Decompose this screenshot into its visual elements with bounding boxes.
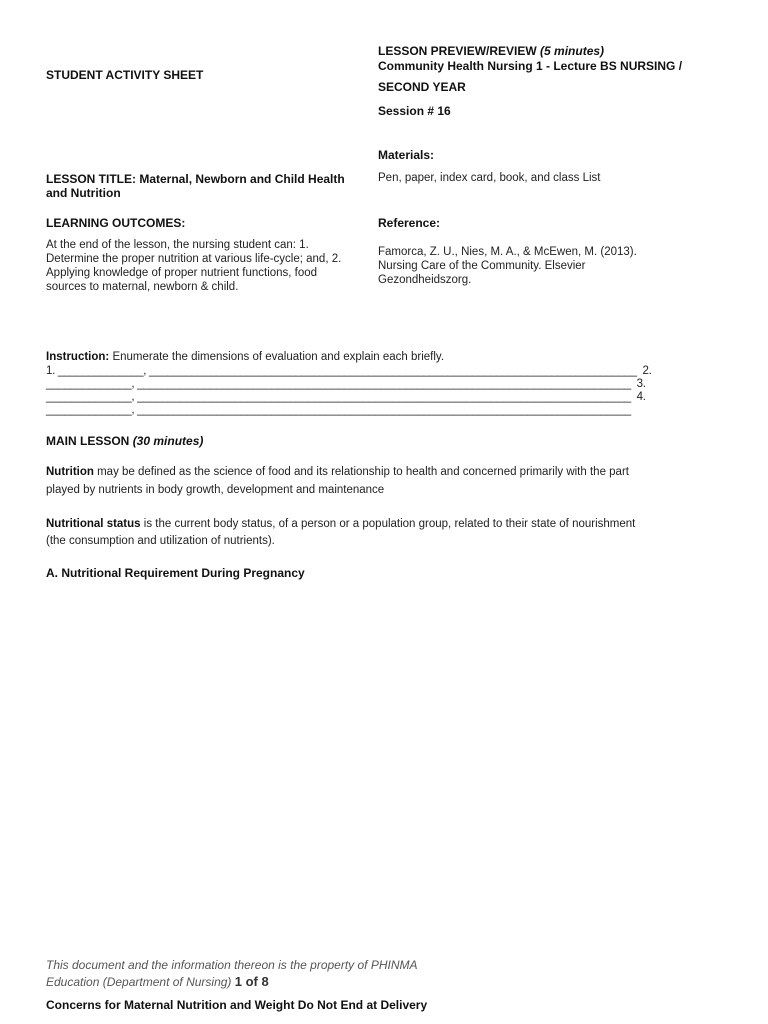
section-a-heading: A. Nutritional Requirement During Pregnancy	[46, 566, 305, 580]
outcomes-line: Applying knowledge of proper nutrient functions, food	[46, 267, 318, 279]
reference-label: Reference:	[378, 216, 441, 230]
reference-line: Famorca, Z. U., Nies, M. A., & McEwen, M. (2013).	[378, 246, 637, 258]
outcomes-line: Determine the proper nutrition at various life-cycle; and, 2.	[46, 253, 342, 265]
status-paragraph	[46, 516, 746, 550]
property-line1: This document and the information thereon is the property of PHINMA	[46, 958, 418, 972]
main-lesson-time: (30 minutes)	[132, 434, 204, 448]
main-lesson-heading	[46, 434, 203, 448]
page-number: 1 of 8	[234, 974, 269, 989]
outcomes-line: sources to maternal, newborn & child.	[46, 281, 239, 293]
answer-line[interactable]: ______________, _________________________________________________________________________________	[46, 404, 631, 416]
preview-label: LESSON PREVIEW/REVIEW	[378, 44, 537, 58]
materials-label: Materials:	[378, 148, 435, 162]
session-number: Session # 16	[378, 104, 451, 118]
instruction	[46, 350, 444, 364]
instruction-text: Enumerate the dimensions of evaluation and explain each briefly.	[112, 351, 445, 363]
lesson-title-line2: and Nutrition	[46, 186, 121, 200]
course-line: Community Health Nursing 1 - Lecture BS NURSING /	[378, 59, 683, 73]
status-definition-cont: (the consumption and utilization of nutrients).	[46, 535, 275, 547]
nutrition-definition: may be defined as the science of food and its relationship to health and concerned primarily with the part	[93, 466, 629, 478]
lesson-title-text: Maternal, Newborn and Child Health	[139, 172, 345, 186]
answer-line[interactable]: ______________, _________________________________________________________________________________ 3.	[46, 378, 646, 390]
answer-line[interactable]: 1. ______________, ________________________________________________________________________________ 2.	[46, 365, 652, 377]
outcomes-line: At the end of the lesson, the nursing student can: 1.	[46, 239, 309, 251]
property-line2	[46, 973, 269, 991]
lesson-title	[46, 172, 345, 186]
year-line: SECOND YEAR	[378, 80, 466, 94]
status-definition: is the current body status, of a person or a population group, related to their state of nourishment	[140, 518, 636, 530]
reference-line: Nursing Care of the Community. Elsevier	[378, 260, 586, 272]
lesson-title-label: LESSON TITLE:	[46, 172, 136, 186]
answer-lines	[46, 365, 746, 417]
property-text: Education (Department of Nursing)	[46, 975, 235, 989]
sheet-title: STUDENT ACTIVITY SHEET	[46, 68, 204, 82]
reference-text	[378, 245, 708, 287]
materials-text: Pen, paper, index card, book, and class List	[378, 172, 601, 184]
answer-line[interactable]: ______________, _________________________________________________________________________________ 4.	[46, 391, 646, 403]
next-section-heading: Concerns for Maternal Nutrition and Weight Do Not End at Delivery	[46, 998, 428, 1012]
status-term: Nutritional status	[46, 518, 141, 530]
outcomes-text	[46, 238, 376, 294]
nutrition-definition-cont: played by nutrients in body growth, development and maintenance	[46, 484, 385, 496]
instruction-label: Instruction:	[46, 351, 110, 363]
nutrition-paragraph	[46, 463, 746, 499]
reference-line: Gezondheidszorg.	[378, 274, 472, 286]
preview-time: (5 minutes)	[540, 44, 605, 58]
preview-heading	[378, 44, 604, 58]
outcomes-label: LEARNING OUTCOMES:	[46, 216, 186, 230]
main-lesson-label: MAIN LESSON	[46, 434, 130, 448]
nutrition-term: Nutrition	[46, 466, 94, 478]
